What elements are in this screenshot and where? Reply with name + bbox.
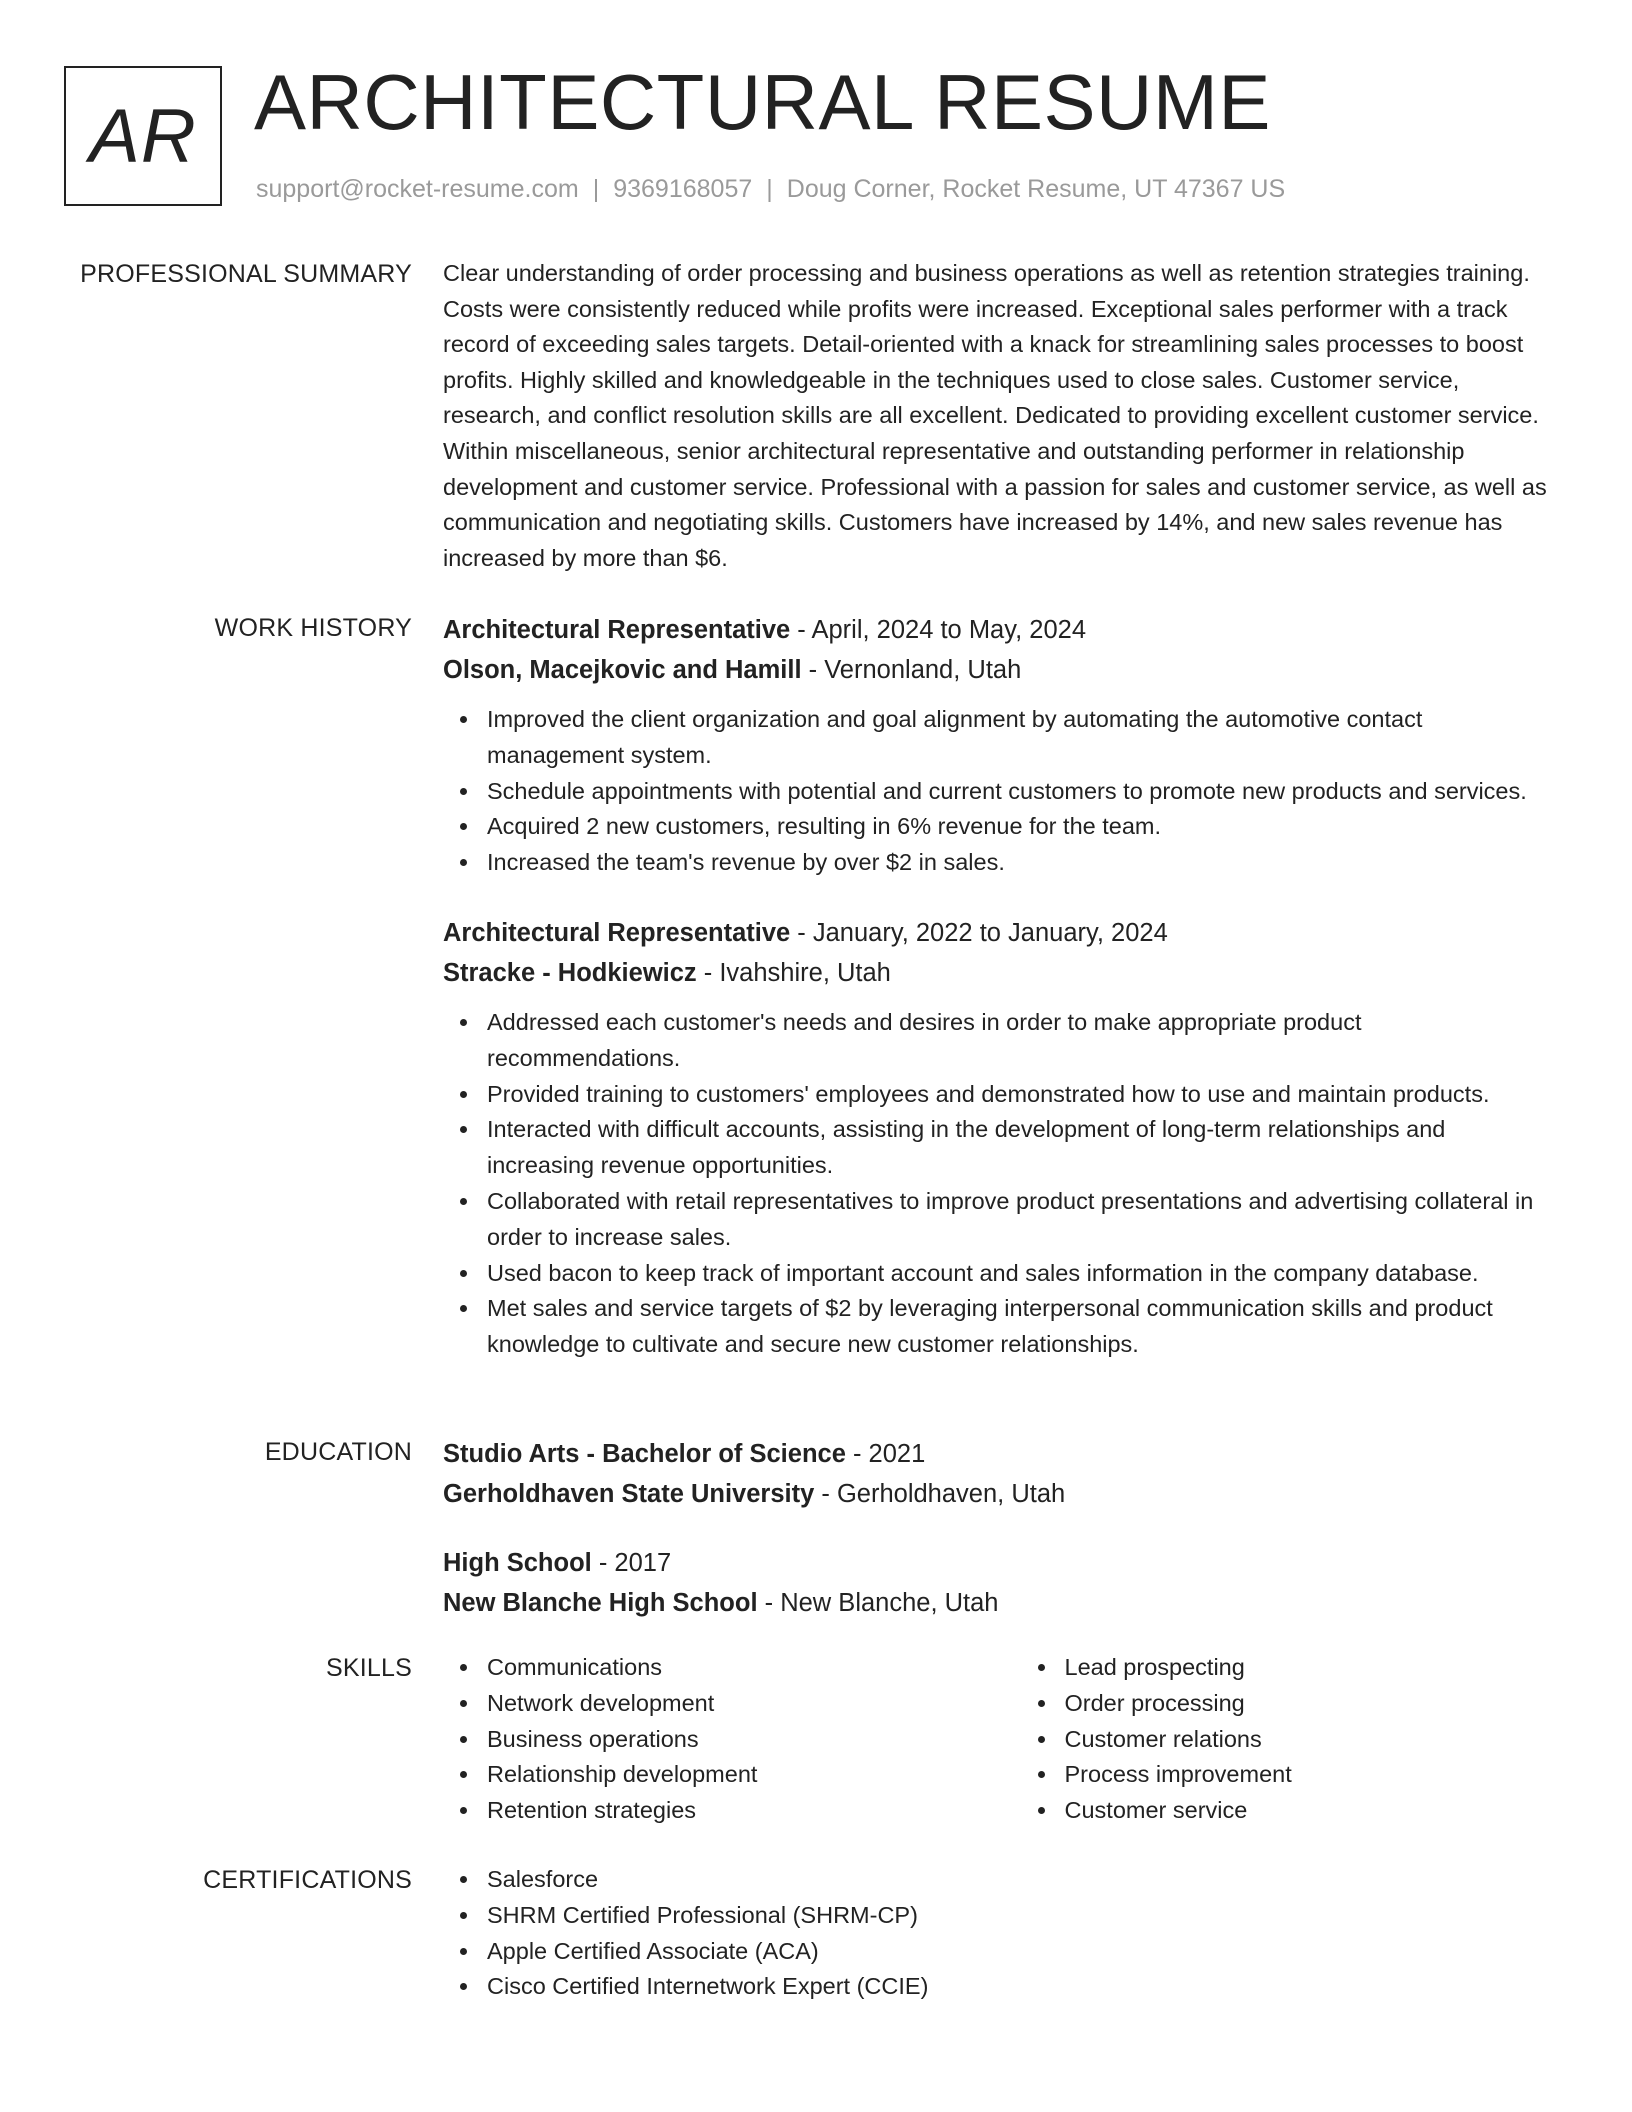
degree-line [443,1543,1553,1583]
contact-separator: | [592,175,600,203]
degree-year: - 2017 [591,1549,672,1577]
job-company-line [443,650,1553,690]
section-label-work: WORK HISTORY [214,614,412,642]
job-bullet: Collaborated with retail representatives to improve product presentations and advertising collateral in order to increase sales. [487,1184,1553,1256]
skill-item: Network development [487,1686,976,1722]
degree-year: - 2021 [845,1440,926,1468]
job-dates: - January, 2022 to January, 2024 [790,918,1168,947]
certifications-list [443,1862,1553,2005]
school-line [443,1583,1553,1623]
job-title-line [443,913,1553,953]
skill-item: Customer relations [1065,1722,1554,1758]
job-bullet: Schedule appointments with potential and current customers to promote new products and services. [487,774,1553,810]
job-company: Stracke - Hodkiewicz [443,958,697,987]
certification-item: Apple Certified Associate (ACA) [487,1934,1553,1970]
skills-list-left [443,1650,976,1829]
skill-item: Communications [487,1650,976,1686]
resume-title: ARCHITECTURAL RESUME [254,58,1271,146]
education-body [443,1434,1553,1623]
education-entry [443,1543,1553,1623]
monogram-text: AR [89,93,197,179]
skill-item: Lead prospecting [1065,1650,1554,1686]
contact-line [256,174,1285,204]
skill-item: Retention strategies [487,1793,976,1829]
certification-item: Salesforce [487,1862,1553,1898]
certifications-body [443,1862,1553,2005]
job-entry [443,913,1553,1363]
job-company: Olson, Macejkovic and Hamill [443,656,802,684]
job-title-line [443,610,1553,650]
skill-item: Process improvement [1065,1757,1554,1793]
certification-item: Cisco Certified Internetwork Expert (CCIE) [487,1969,1553,2005]
skills-body [443,1650,1553,1829]
job-bullet: Increased the team's revenue by over $2 in sales. [487,845,1553,881]
job-bullets [443,1005,1553,1363]
section-label-summary: PROFESSIONAL SUMMARY [80,260,412,288]
job-bullets [443,702,1553,881]
section-label-certifications: CERTIFICATIONS [203,1866,412,1894]
job-title: Architectural Representative [443,918,791,947]
degree: High School [443,1549,592,1577]
section-label-education: EDUCATION [264,1438,412,1466]
job-location: - Ivahshire, Utah [696,958,891,987]
job-dates: - April, 2024 to May, 2024 [790,616,1086,644]
job-bullet: Addressed each customer's needs and desires in order to make appropriate product recommendations. [487,1005,1553,1077]
skills-list-right [1021,1650,1554,1829]
section-label-skills: SKILLS [326,1654,412,1682]
job-entry [443,610,1553,881]
work-body [443,610,1553,1363]
job-bullet: Interacted with difficult accounts, assisting in the development of long-term relationships and increasing revenue opportunities. [487,1112,1553,1184]
summary-body [443,256,1553,576]
skill-item: Customer service [1065,1793,1554,1829]
school-location: - New Blanche, Utah [757,1589,999,1617]
job-bullet: Improved the client organization and goal alignment by automating the automotive contact management system. [487,702,1553,774]
contact-address: Doug Corner, Rocket Resume, UT 47367 US [786,175,1286,203]
contact-email: support@rocket-resume.com [256,175,579,203]
education-entry [443,1434,1553,1514]
contact-phone: 9369168057 [613,175,753,203]
job-bullet: Met sales and service targets of $2 by leveraging interpersonal communication skills and product knowledge to cultivate and secure new customer relationships. [487,1291,1553,1363]
monogram-logo [64,66,222,206]
degree-line [443,1434,1553,1474]
certification-item: SHRM Certified Professional (SHRM-CP) [487,1898,1553,1934]
job-location: - Vernonland, Utah [801,656,1022,684]
job-bullet: Provided training to customers' employees and demonstrated how to use and maintain products. [487,1077,1553,1113]
skill-item: Business operations [487,1722,976,1758]
contact-separator: | [766,175,773,203]
summary-text: Clear understanding of order processing and business operations as well as retention strategies training. Costs were consistently reduced while profits were increased. Exceptional sales performer with a track record of exceeding sales targets. Detail-oriented with a knack for streamlining sales processes to boost profits. Highly skilled and knowledgeable in the techniques used to close sales. Customer service, research, and conflict resolution skills are all excellent. Dedicated to providing excellent customer service. Within miscellaneous, senior architectural representative and outstanding performer in relationship development and customer service. Professional with a passion for sales and customer service, as well as communication and negotiating skills. Customers have increased by 14%, and new sales revenue has increased by more than $6. [443,260,1547,571]
school-line [443,1474,1553,1514]
skill-item: Order processing [1065,1686,1554,1722]
school-location: - Gerholdhaven, Utah [814,1480,1066,1508]
school: New Blanche High School [443,1589,758,1617]
job-title: Architectural Representative [443,616,791,644]
skill-item: Relationship development [487,1757,976,1793]
job-bullet: Used bacon to keep track of important account and sales information in the company database. [487,1256,1553,1292]
job-company-line [443,953,1553,993]
job-bullet: Acquired 2 new customers, resulting in 6% revenue for the team. [487,809,1553,845]
school: Gerholdhaven State University [443,1480,815,1508]
degree: Studio Arts - Bachelor of Science [443,1440,846,1468]
